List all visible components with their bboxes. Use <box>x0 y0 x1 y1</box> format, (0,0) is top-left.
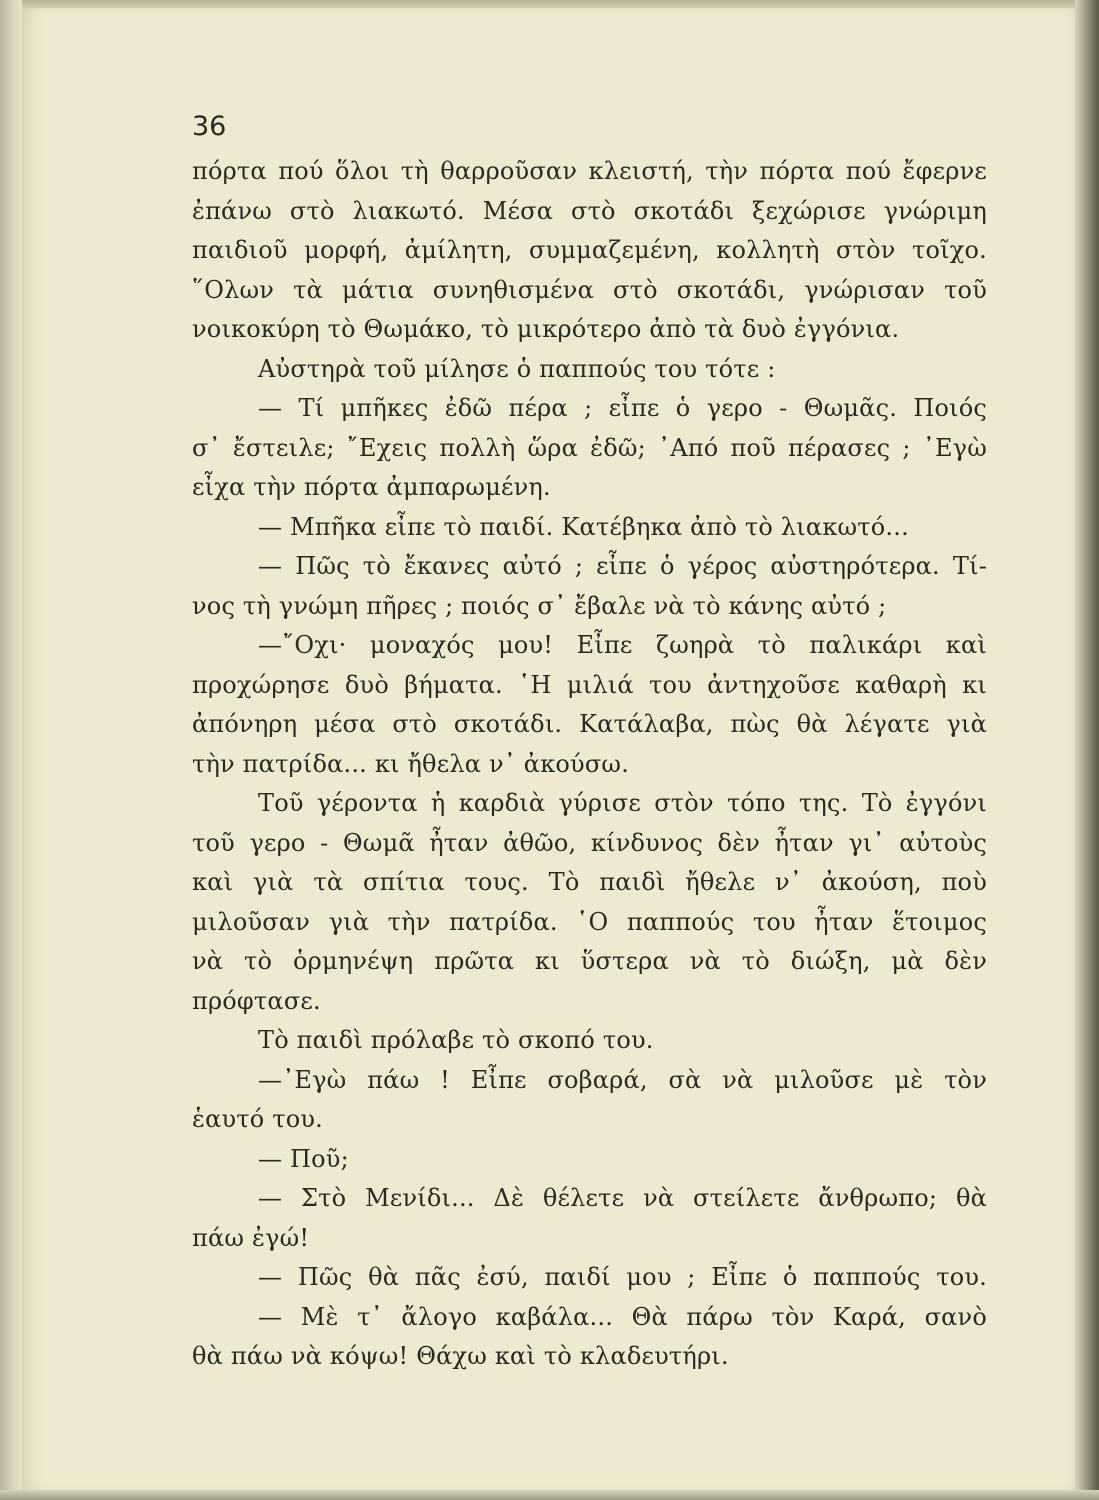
text-line: — Στὸ Μενίδι... Δὲ θέλετε νὰ στείλετε ἄνθρωπο; θὰ <box>258 1184 987 1212</box>
text-line: Τὸ παιδὶ πρόλαβε τὸ σκοπό του. <box>258 1026 654 1054</box>
text-line: Αὐστηρὰ τοῦ μίλησε ὁ παππούς του τότε : <box>258 354 776 383</box>
text-line: νὰ τὸ ὁρμηνέψη πρῶτα κι ὕστερα νὰ τὸ διώξη, μὰ δὲν <box>192 947 987 975</box>
book-edge-right <box>1075 0 1099 1500</box>
text-line: πρόφτασε. <box>192 986 321 1015</box>
text-line: ἐπάνω στὸ λιακωτό. Μέσα στὸ σκοτάδι ξεχώρισε γνώριμη <box>192 196 987 225</box>
text-line: Τοῦ γέροντα ἡ καρδιὰ γύρισε στὸν τόπο της. Τὸ ἐγγόνι <box>258 789 987 817</box>
scan-bottom-edge <box>0 1490 1099 1500</box>
text-line: τοῦ γερο - Θωμᾶ ἦταν ἀθῶο, κίνδυνος δὲν ἦταν γι᾽ αὐτοὺς <box>192 828 987 857</box>
text-line: καὶ γιὰ τὰ σπίτια τους. Τὸ παιδὶ ἤθελε ν᾽ ἀκούση, ποὺ <box>192 868 987 896</box>
text-line: ῞Ολων τὰ μάτια συνηθισμένα στὸ σκοτάδι, γνώρισαν τοῦ <box>192 275 987 304</box>
book-gutter-left <box>0 0 22 1500</box>
text-line: — Ποῦ; <box>258 1144 349 1173</box>
text-line: —῎Οχι· μοναχός μου! Εἶπε ζωηρὰ τὸ παλικάρι καὶ <box>258 631 987 659</box>
text-line: —᾽Εγὼ πάω ! Εἶπε σοβαρά, σὰ νὰ μιλοῦσε μὲ τὸν <box>258 1065 987 1094</box>
body-text <box>192 152 987 1377</box>
text-line: — Πῶς τὸ ἔκανες αὐτό ; εἶπε ὁ γέρος αὐστηρότερα. Τί- <box>258 552 987 580</box>
text-line: τὴν πατρίδα... κι ἤθελα ν᾽ ἀκούσω. <box>192 749 630 778</box>
text-line: — Τί μπῆκες ἐδῶ πέρα ; εἶπε ὁ γερο - Θωμᾶς. Ποιός <box>258 394 987 422</box>
text-line: παιδιοῦ μορφή, ἀμίλητη, συμμαζεμένη, κολλητὴ στὸν τοῖχο. <box>192 236 987 264</box>
text-line: προχώρησε δυὸ βήματα. ῾Η μιλιά του ἀντηχοῦσε καθαρὴ κι <box>192 670 987 699</box>
page-number: 36 <box>192 111 227 142</box>
text-line: ἑαυτό του. <box>192 1105 323 1133</box>
text-line: εἶχα τὴν πόρτα ἀμπαρωμένη. <box>192 473 551 501</box>
text-line: θὰ πάω νὰ κόψω! Θάχω καὶ τὸ κλαδευτήρι. <box>192 1342 729 1370</box>
text-line: νος τὴ γνώμη πῆρες ; ποιός σ᾽ ἔβαλε νὰ τὸ κάνης αὐτό ; <box>192 591 887 620</box>
text-line: μιλοῦσαν γιὰ τὴν πατρίδα. ῾Ο παππούς του ἦταν ἕτοιμος <box>192 907 987 936</box>
text-line: νοικοκύρη τὸ Θωμάκο, τὸ μικρότερο ἀπὸ τὰ δυὸ ἐγγόνια. <box>192 315 900 343</box>
text-line: πόρτα πού ὅλοι τὴ θαρροῦσαν κλειστή, τὴν πόρτα πού ἔφερνε <box>192 157 987 185</box>
text-line: ἀπόνηρη μέσα στὸ σκοτάδι. Κατάλαβα, πὼς θὰ λέγατε γιὰ <box>192 710 987 738</box>
text-line: — Πῶς θὰ πᾶς ἐσύ, παιδί μου ; Εἶπε ὁ παππούς του. <box>258 1263 987 1291</box>
text-line: σ᾽ ἔστειλε; ῎Εχεις πολλὴ ὥρα ἐδῶ; ᾽Από ποῦ πέρασες ; ᾽Εγὼ <box>192 433 987 462</box>
text-line: — Μὲ τ᾽ ἄλογο καβάλα... Θὰ πάρω τὸν Καρά, σανὸ <box>258 1302 987 1331</box>
text-line: πάω ἐγώ! <box>192 1223 310 1252</box>
text-line: — Μπῆκα εἶπε τὸ παιδί. Κατέβηκα ἀπὸ τὸ λιακωτό... <box>258 512 909 541</box>
